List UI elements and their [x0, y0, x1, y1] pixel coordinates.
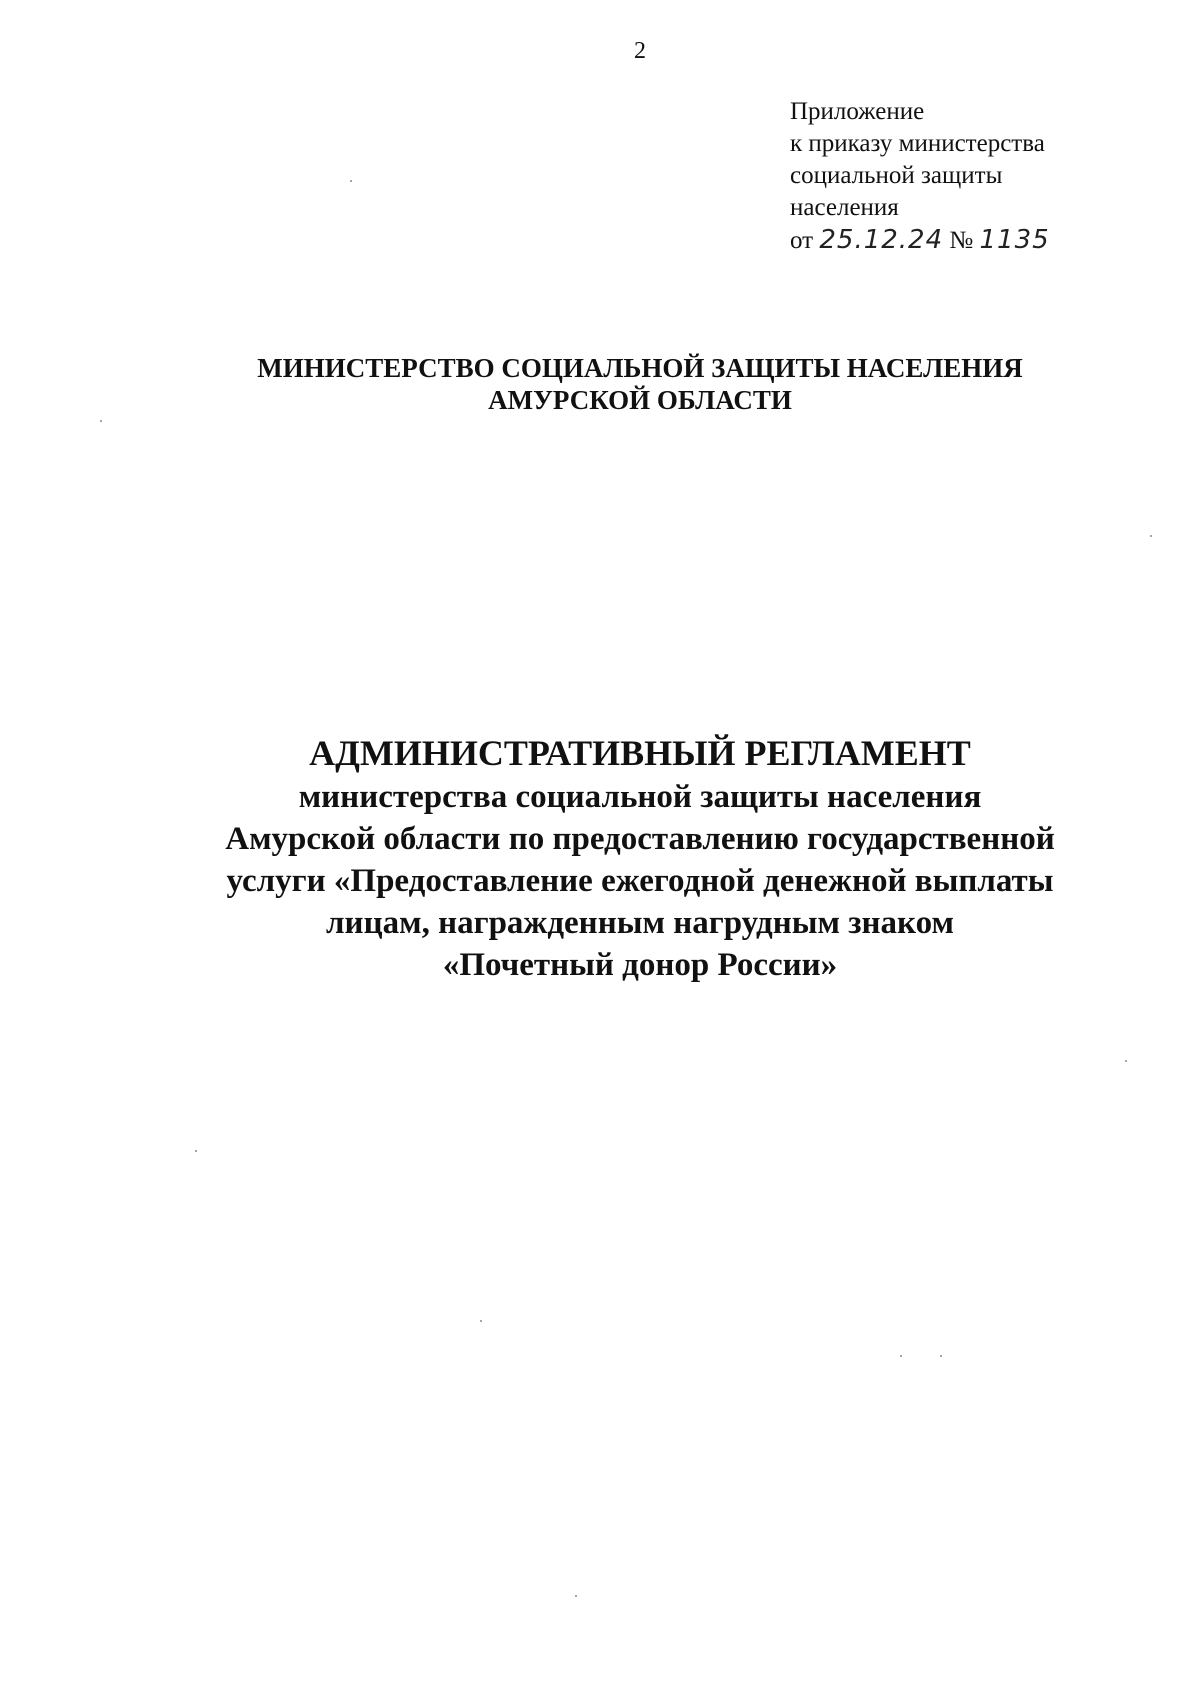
regulation-line-5: «Почетный донор России»	[442, 947, 838, 983]
appendix-line-2: к приказу министерства	[790, 130, 1045, 157]
scan-speck	[480, 1320, 482, 1322]
scan-speck	[900, 1355, 902, 1357]
scan-speck	[100, 420, 102, 422]
date-prefix: от	[790, 227, 814, 254]
ministry-line-1: МИНИСТЕРСТВО СОЦИАЛЬНОЙ ЗАЩИТЫ НАСЕЛЕНИЯ	[257, 353, 1023, 383]
appendix-block	[790, 96, 1050, 257]
scan-speck	[1125, 1060, 1127, 1062]
regulation-title: АДМИНИСТРАТИВНЫЙ РЕГЛАМЕНТ	[309, 733, 971, 773]
scan-speck	[940, 1355, 942, 1357]
ministry-line-2: АМУРСКОЙ ОБЛАСТИ	[488, 385, 792, 415]
appendix-date-line	[790, 224, 1050, 257]
scan-speck	[195, 1150, 197, 1152]
regulation-line-1: министерства социальной защиты населения	[298, 779, 982, 815]
page-number: 2	[634, 38, 646, 64]
appendix-line-3: социальной защиты	[790, 162, 1003, 189]
scan-speck	[350, 180, 352, 182]
regulation-line-4: лицам, награжденным нагрудным знаком	[326, 905, 954, 941]
appendix-line-4: населения	[790, 194, 899, 221]
scan-speck	[575, 1595, 577, 1597]
ministry-heading	[0, 352, 1200, 416]
regulation-heading	[0, 730, 1200, 986]
appendix-line-1: Приложение	[790, 98, 925, 125]
handwritten-date: 25.12.24	[819, 225, 944, 255]
regulation-line-3: услуги «Предоставление ежегодной денежной выплаты	[226, 863, 1054, 899]
regulation-line-2: Амурской области по предоставлению государственной	[225, 821, 1055, 857]
number-prefix: №	[949, 227, 974, 254]
handwritten-number: 1135	[979, 225, 1050, 255]
scan-speck	[1150, 535, 1152, 537]
